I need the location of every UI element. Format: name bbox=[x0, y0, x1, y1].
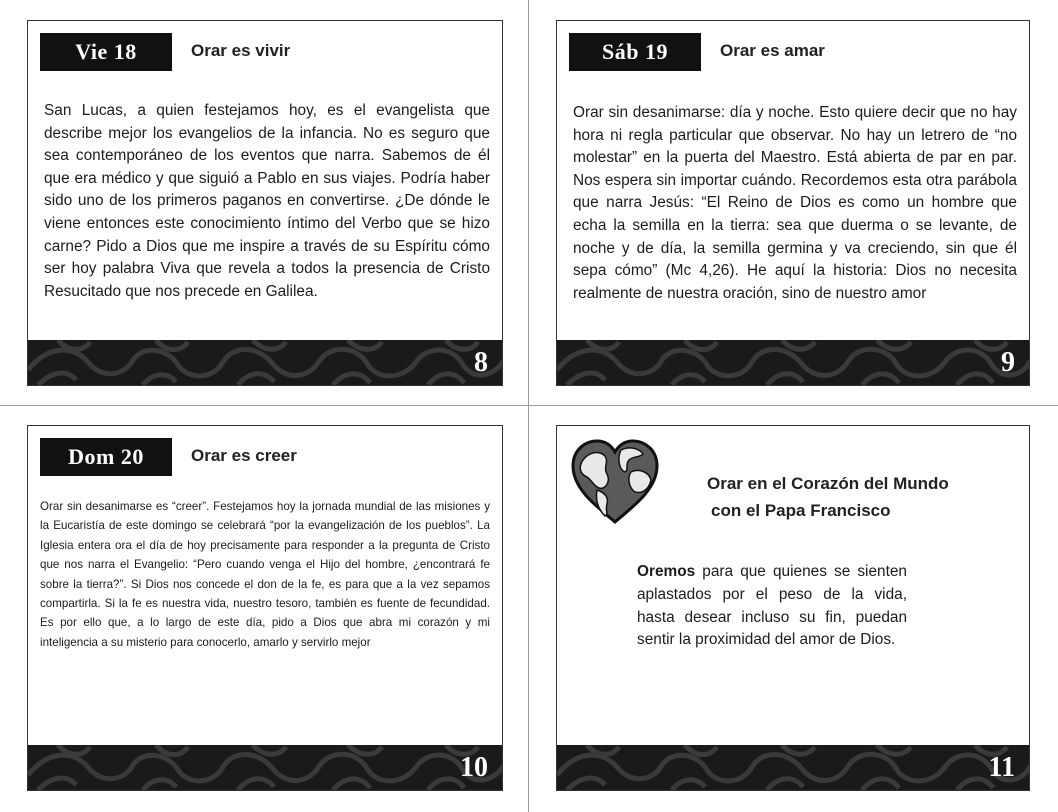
ornament-pattern bbox=[28, 340, 502, 385]
page-number: 10 bbox=[460, 752, 488, 783]
card-heading: Orar es vivir bbox=[191, 41, 291, 60]
card-body-text: Orar sin desanimarse es “creer”. Festejamos hoy la jornada mundial de las misiones y la Eucaristía de este domingo se celebrará “por la evangelización de los pueblos”. La Iglesia entera ora el día de hoy precisamente para responder a la pregunta de Cristo que nos narra el Evangelio: “Pero cuando venga el Hijo del hombre, ¿encontrará fe sobre la tierra?”. Si Dios nos concede el don de la fe, es para que a la vez sepamos compartirla. Si la fe es nuestra vida, nuestro tesoro, también es fuente de fecundidad. Es por ello que, a lo largo de este día, pido a Dios que abra mi corazón y mi inteligencia a su misterio para conocerlo, amarlo y servirlo mejor bbox=[40, 500, 490, 649]
title-line-1: Orar en el Corazón del Mundo bbox=[707, 474, 949, 493]
day-label: Vie 18 bbox=[40, 33, 172, 71]
ornament-band bbox=[557, 340, 1029, 385]
day-label: Dom 20 bbox=[40, 438, 172, 476]
card-title bbox=[707, 470, 949, 524]
ornament-band bbox=[28, 745, 502, 790]
ornament-band bbox=[28, 340, 502, 385]
prayer-lead: Oremos bbox=[637, 563, 696, 580]
ornament-pattern bbox=[28, 745, 502, 790]
card-sab-19 bbox=[556, 20, 1030, 386]
card-dom-20 bbox=[27, 425, 503, 791]
title-line-2: con el Papa Francisco bbox=[711, 501, 891, 520]
day-label: Sáb 19 bbox=[569, 33, 701, 71]
card-orar-corazon bbox=[556, 425, 1030, 791]
card-body-text: Orar sin desanimarse: día y noche. Esto quiere decir que no hay hora ni regla particular que observar. No hay un letrero de “no molestar” en la puerta del Maestro. Está abierta de par en par. Nos espera sin importar cuándo. Recordemos esta otra parábola que narra Jesús: “El Reino de Dios es como un hombre que echa la semilla en la tierra: sea que duerma o se levante, de noche y de día, la semilla germina y va creciendo, sin que él sepa cómo” (Mc 4,26). He aquí la historia: Dios no necesita realmente de nuestra oración, sino de nuestro amor bbox=[573, 104, 1017, 302]
prayer-text bbox=[637, 561, 907, 652]
vertical-cut-line bbox=[528, 0, 529, 812]
heart-globe-icon bbox=[569, 438, 661, 526]
page-number: 8 bbox=[474, 347, 488, 378]
horizontal-cut-line bbox=[0, 405, 1058, 406]
card-body-text: San Lucas, a quien festejamos hoy, es el evangelista que describe mejor los evangelios de la infancia. No es seguro que sea contemporáneo de los eventos que narra. Sabemos de él que era médico y que siguió a Pablo en sus viajes. Podría haber sido uno de los primeros paganos en convertirse. ¿De dónde le viene entonces este conocimiento íntimo del Verbo que se hizo carne? Pido a Dios que me inspire a través de su Espíritu cómo ser hoy palabra Viva que revela a todos la presencia de Cristo Resucitado que nos precede en Galilea. bbox=[44, 102, 490, 300]
page-number: 11 bbox=[988, 752, 1015, 783]
card-heading: Orar es amar bbox=[720, 41, 825, 60]
card-heading: Orar es creer bbox=[191, 446, 297, 465]
ornament-pattern bbox=[557, 340, 1029, 385]
page-number: 9 bbox=[1001, 347, 1015, 378]
card-vie-18 bbox=[27, 20, 503, 386]
prayer-rest: para que quienes se sienten aplastados por el peso de la vida, hasta desear incluso su fin, puedan sentir la proximidad del amor de Dios. bbox=[637, 563, 907, 649]
ornament-band bbox=[557, 745, 1029, 790]
ornament-pattern bbox=[557, 745, 1029, 790]
